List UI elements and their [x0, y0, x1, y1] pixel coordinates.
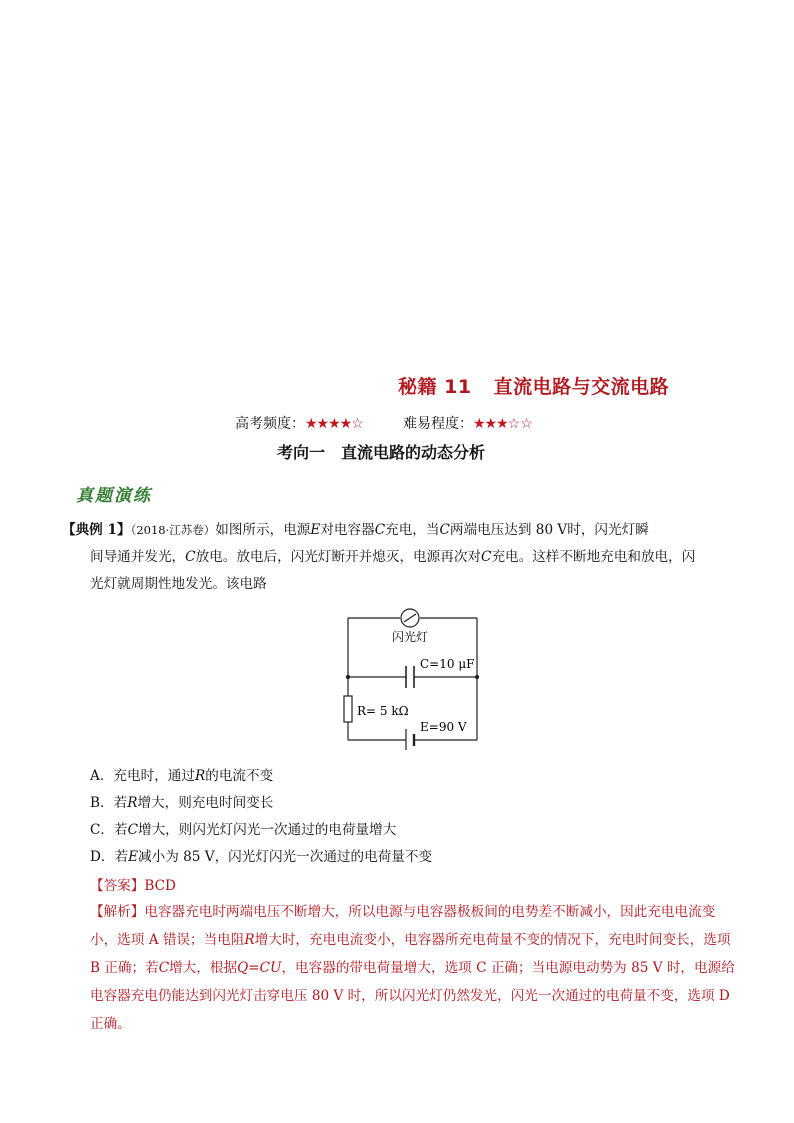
- option-text: 增大，则充电时间变长: [137, 795, 274, 811]
- question-text-part: 如图所示，电源: [215, 522, 311, 538]
- capacitor-label: C=10 μF: [420, 657, 475, 671]
- exam-frequency: [235, 413, 364, 433]
- analysis-text: 增大时，充电电流变小，电容器所充电荷量不变的情况下，充电时间变长，选项 B 正确；若: [90, 932, 731, 976]
- analysis-text: 电容器充电时两端电压不断增大，所以电源与电容器极板间的电势差不断减小，因此充电电流变小，选项 A 错误；当电阻: [90, 904, 716, 948]
- var-c: C: [481, 549, 492, 565]
- circuit-diagram: [330, 600, 490, 750]
- difficulty-stars-empty: ☆☆: [507, 416, 533, 432]
- option-text: 增大，则闪光灯闪光一次通过的电荷量增大: [138, 822, 397, 838]
- analysis-paragraph: [90, 898, 740, 1038]
- lamp-label: 闪光灯: [392, 630, 429, 644]
- question-text-part: 充电，当: [385, 522, 440, 538]
- var-e: E: [310, 522, 321, 538]
- option-a: [90, 764, 273, 784]
- option-text: C．若: [90, 822, 128, 838]
- analysis-text: ，电容器的带电荷量增大，选项 C 正确；当电源电动势为 85 V 时，电源给电容器充电仍能达到闪光灯击穿电压 80 V 时，所以闪光灯仍然发光，闪光一次通过的电荷量不变，选项 D 正确。: [90, 960, 735, 1032]
- analysis-formula: Q=CU: [237, 960, 282, 976]
- answer-value: BCD: [144, 878, 176, 894]
- option-var: E: [128, 849, 139, 865]
- resistor-label: R= 5 kΩ: [357, 704, 409, 718]
- emf-label: E=90 V: [420, 720, 467, 734]
- section-subtitle: 考向一 直流电路的动态分析: [277, 443, 486, 462]
- option-var: C: [127, 822, 138, 838]
- section-heading: 真题演练: [76, 486, 152, 506]
- analysis-text: 增大，根据: [169, 960, 238, 976]
- var-c: C: [439, 522, 450, 538]
- question-text-part: 光灯就周期性地发光。该电路: [90, 576, 267, 592]
- option-text: A．充电时，通过: [90, 768, 195, 784]
- option-text: D．若: [90, 849, 129, 865]
- option-text: 的电流不变: [205, 768, 274, 784]
- frequency-label: 高考频度：: [235, 416, 305, 432]
- option-text: B．若: [90, 795, 128, 811]
- frequency-stars-filled: ★★★★: [305, 416, 352, 432]
- analysis-var-r: R: [244, 932, 255, 948]
- option-c: [90, 818, 396, 838]
- title-number: 秘籍 11: [398, 376, 472, 398]
- option-b: [90, 791, 273, 811]
- analysis-var-c: C: [158, 960, 170, 976]
- answer-line: [90, 874, 176, 894]
- question-text-part: 间导通并发光，: [90, 549, 186, 565]
- option-var: R: [194, 768, 206, 784]
- analysis-label: 【解析】: [90, 904, 145, 920]
- frequency-stars-empty: ☆: [351, 416, 364, 432]
- answer-label: 【答案】: [90, 878, 145, 894]
- question-text-part: 充电。这样不断地充电和放电，闪: [491, 549, 696, 565]
- option-d: [90, 845, 432, 865]
- difficulty-label: 难易程度：: [403, 416, 473, 432]
- question-text-part: 放电。放电后，闪光灯断开并熄灭，电源再次对: [195, 549, 482, 565]
- page-title: [398, 372, 669, 399]
- question-source: （2018·江苏卷）: [130, 523, 216, 537]
- resistor-symbol: [344, 696, 352, 722]
- title-text: 直流电路与交流电路: [493, 376, 670, 398]
- var-c: C: [185, 549, 196, 565]
- question-text-part: 对电容器: [320, 522, 375, 538]
- option-var: R: [127, 795, 138, 811]
- difficulty-level: [403, 413, 533, 433]
- difficulty-stars-filled: ★★★: [473, 416, 508, 432]
- var-c: C: [374, 522, 386, 538]
- example-tag: 【典例 1】: [62, 522, 131, 538]
- option-text: 减小为 85 V，闪光灯闪光一次通过的电荷量不变: [138, 849, 433, 865]
- question-text-part: 两端电压达到 80 V时，闪光灯瞬: [449, 522, 649, 538]
- question-text: [62, 517, 738, 598]
